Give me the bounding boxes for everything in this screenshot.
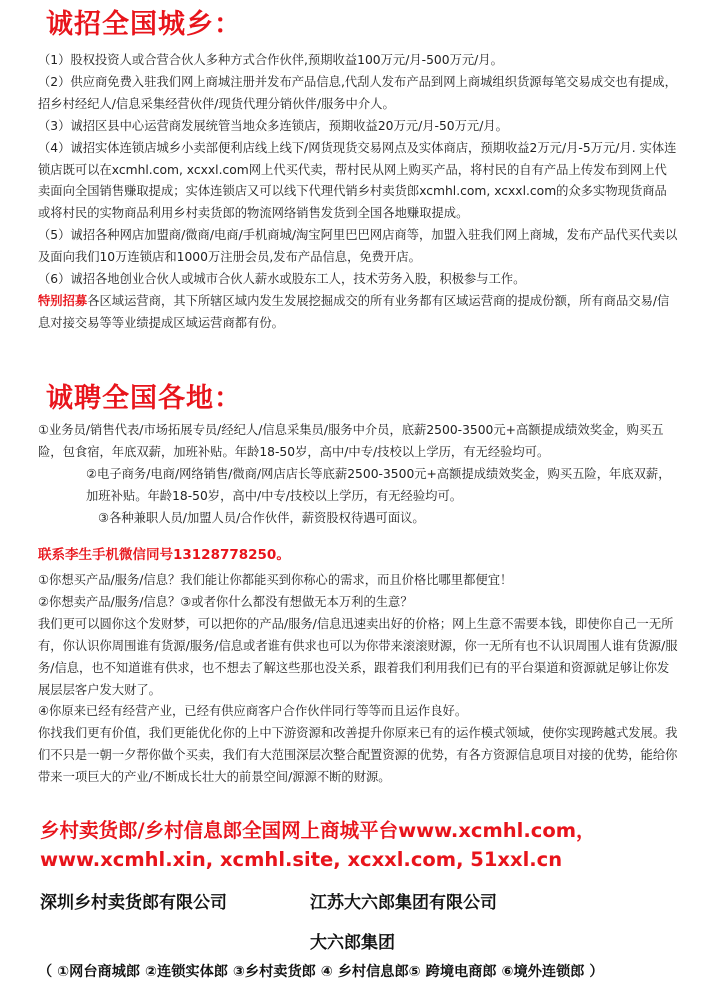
platform-banner [40,816,700,874]
division-list: （ ①网台商城郎 ②连锁实体郎 ③乡村卖货郎 ④ 乡村信息郎⑤ 跨境电商郎 ⑥境外连锁郎 ） [38,964,604,980]
section1-item-6: （6）诚招各地创业合伙人或城市合伙人薪水或股东工人，技术劳务入股，积极参与工作。 [38,272,526,287]
pitch-list [38,570,678,789]
platform-line-1: 乡村卖货郎/乡村信息郎全国网上商城平台www.xcmhl.com， [40,819,596,842]
group-name: 大六郎集团 [310,933,395,953]
pitch-2: ②你想卖产品/服务/信息？③或者你什么都没有想做无本万利的生意？ [38,594,413,609]
section1-list [38,50,678,335]
company-shenzhen: 深圳乡村卖货郎有限公司 [40,893,227,913]
section1-item-3: （3）诚招区县中心运营商发展统管当地众多连锁店，预期收益20万元/月-50万元/月。 [38,118,508,133]
pitch-4: ④你原来已经有经营产业，已经有供应商客户合作伙伴同行等等而且运作良好。 [38,704,468,719]
company-jiangsu: 江苏大六郎集团有限公司 [310,893,497,913]
contact-phone: 联系李生手机微信同号13128778250。 [38,547,290,563]
section1-item-1: （1）股权投资人或合营合伙人多种方式合作伙伴,预期收益100万元/月-500万元/月。 [38,53,503,67]
special-recruitment [38,291,678,335]
special-recruitment-text: 各区域运营商，其下所辖区域内发生发展挖掘成交的所有业务都有区域运营商的提成份额，所有商品交易/信息对接交易等等业绩提成区域运营商都有份。 [38,293,670,330]
section2-title: 诚聘全国各地： [46,383,242,414]
pitch-3: 我们更可以圆你这个发财梦，可以把你的产品/服务/信息迅速卖出好的价格；网上生意不需要本钱，即使你自己一无所有，你认识你周围谁有货源/服务/信息或者谁有供求也可以为你带来滚滚财源，你一无所有也不认识周围人谁有货源/服务/信息，也不知道谁有供求，也不想去了解这些那也没关系，跟着我们利用我们已有的平台渠道和资源就足够让你发展层层客户发大财了。 [38,616,678,697]
pitch-5: 你找我们更有价值，我们更能优化你的上中下游资源和改善提升你原来已有的运作模式领域，使你实现跨越式发展。我们不只是一朝一夕帮你做个买卖，我们有大范围深层次整合配置资源的优势，有各方资源信息项目对接的优势，能给你带来一项巨大的产业/不断成长壮大的前景空间/源源不断的财源。 [38,726,678,785]
section1-item-2: （2）供应商免费入驻我们网上商城注册并发布产品信息,代刮人发布产品到网上商城组织货源每笔交易成交也有提成，招乡村经纪人/信息采集经营伙伴/现货代理分销伙伴/服务中介人。 [38,74,677,111]
job-item-2: ②电子商务/电商/网络销售/微商/网店店长等底薪2500-3500元+高额提成绩效奖金，购买五险，年底双薪，加班补贴。年龄18-50岁，高中/中专/技校以上学历，有无经验均可。 [86,466,671,503]
section1-item-4: （4）诚招实体连锁店城乡小卖部便利店线上线下/网货现货交易网点及实体商店，预期收益2万元/月-5万元/月. 实体连锁店既可以在xcmhl.com, xcxxl.com网上代买代卖，帮村民从网上购买产品，将村民的自有产品上传发布到网上代卖面向全国销售赚取提成；实体连锁店又可以线下代理代销乡村卖货郎xcmhl.com, xcxxl.com的众多实物现货商品或将村民的实物商品利用乡村卖货郎的物流网络销售发货到全国各地赚取提成。 [38,140,677,221]
pitch-1: ①你想买产品/服务/信息？我们能让你都能买到你称心的需求，而且价格比哪里都便宜！ [38,573,513,587]
special-recruitment-label: 特别招募 [38,293,88,308]
section1-item-5: （5）诚招各种网店加盟商/微商/电商/手机商城/淘宝阿里巴巴网店商等，加盟入驻我们网上商城，发布产品代买代卖以及面向我们10万连锁店和1000万注册会员,发布产品信息，免费开店。 [38,228,678,265]
job-item-1: ①业务员/销售代表/市场拓展专员/经纪人/信息采集员/服务中介员，底薪2500-3500元+高额提成绩效奖金，购买五险，包食宿，年底双薪，加班补贴。年龄18-50岁，高中/中专/技校以上学历，有无经验均可。 [38,423,664,459]
platform-urls: www.xcmhl.xin, xcmhl.site, xcxxl.com, 51xxl.cn [40,848,563,871]
job-item-3: ③各种兼职人员/加盟人员/合作伙伴，薪资股权待遇可面议。 [98,510,425,525]
section1-title: 诚招全国城乡： [46,9,242,40]
section2-list [38,420,678,530]
